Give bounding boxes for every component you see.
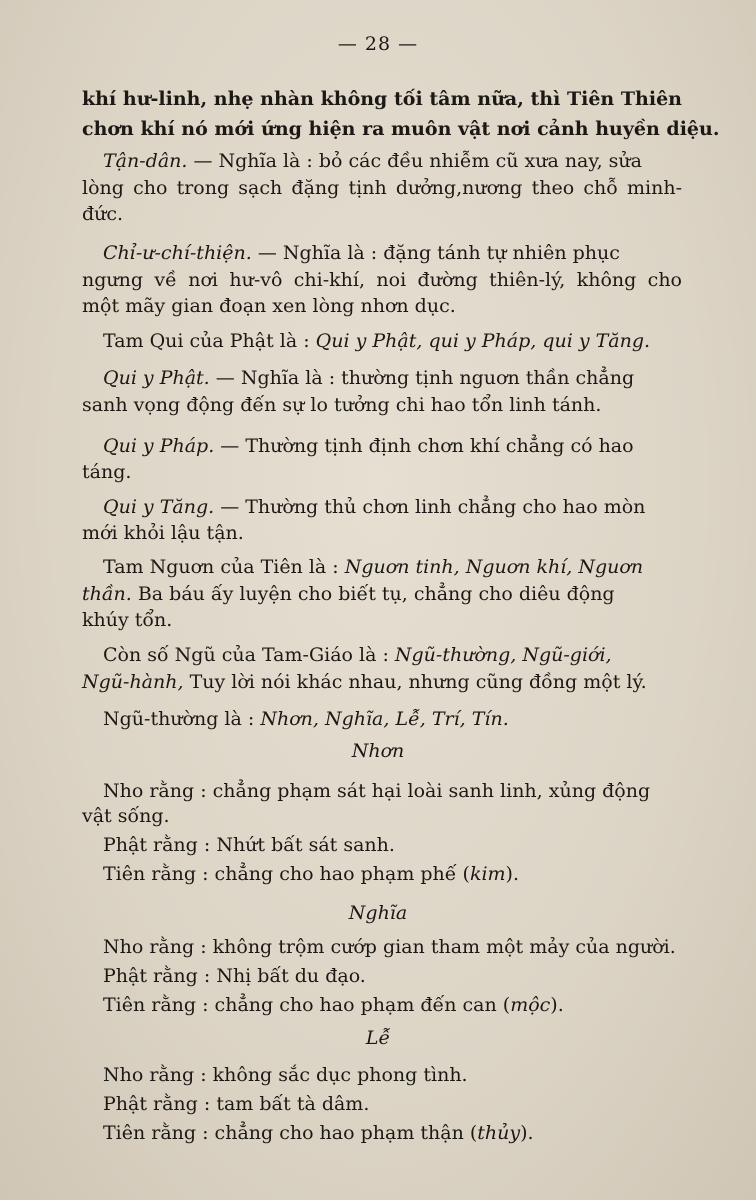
term-qui-y-phat: Qui y Phật.	[103, 367, 210, 389]
heading-nghia: Nghĩa	[348, 902, 408, 924]
term-qui-y-phap: Qui y Pháp.	[103, 435, 215, 457]
paragraph-qui-y-phap-line-1: Qui y Pháp. — Thường tịnh định chơn khí chẳng có hao	[103, 435, 634, 457]
paragraph-tan-dan-line-2: lòng cho trong sạch đặng tịnh dưởng,nương theo chỗ minh-	[82, 177, 682, 199]
paragraph-tam-nguon-line-3: khúy tổn.	[82, 609, 173, 631]
heading-nhon: Nhơn	[351, 740, 405, 762]
le-nho: Nho rằng : không sắc dục phong tình.	[103, 1064, 468, 1086]
paragraph-tan-dan-line-3: đức.	[82, 203, 124, 225]
le-phat: Phật rằng : tam bất tà dâm.	[103, 1093, 370, 1115]
paragraph-1-line-2: chơn khí nó mới ứng hiện ra muôn vật nơi cảnh huyền diệu.	[82, 118, 720, 140]
term-tan-dan: Tận-dân.	[103, 150, 188, 172]
paragraph-tan-dan-line-1: Tận-dân. — Nghĩa là : bỏ các đều nhiễm cũ xưa nay, sửa	[103, 150, 642, 172]
paragraph-qui-y-phap-line-2: táng.	[82, 461, 132, 483]
nghia-phat: Phật rằng : Nhị bất du đạo.	[103, 965, 366, 987]
nghia-tien: Tiên rằng : chẳng cho hao phạm đến can (mộc).	[103, 994, 564, 1016]
paragraph-1-line-1: khí hư-linh, nhẹ nhàn không tối tâm nữa, thì Tiên Thiên	[82, 88, 682, 110]
paragraph-chi-u-line-2: ngưng về nơi hư-vô chi-khí, noi đường thiên-lý, không cho	[82, 269, 682, 291]
nghia-nho: Nho rằng : không trộm cướp gian tham một mảy của người.	[103, 936, 676, 958]
heading-le: Lễ	[365, 1027, 391, 1049]
paragraph-tam-nguon-line-2: thần. Ba báu ấy luyện cho biết tụ, chẳng cho diêu động	[82, 583, 615, 605]
term-qui-y-tang: Qui y Tăng.	[103, 496, 215, 518]
le-tien: Tiên rằng : chẳng cho hao phạm thận (thủy).	[103, 1122, 534, 1144]
nhon-tien: Tiên rằng : chẳng cho hao phạm phế (kim).	[103, 863, 519, 885]
paragraph-ngu-thuong: Ngũ-thường là : Nhơn, Nghĩa, Lễ, Trí, Tín.	[103, 708, 509, 730]
page-number: — 28 —	[337, 33, 419, 55]
paragraph-chi-u-line-3: một mãy gian đoạn xen lòng nhơn dục.	[82, 295, 456, 317]
paragraph-chi-u-line-1: Chỉ-ư-chí-thiện. — Nghĩa là : đặng tánh tự nhiên phục	[103, 242, 620, 264]
paragraph-qui-y-phat-line-2: sanh vọng động đến sự lo tưởng chi hao tổn linh tánh.	[82, 394, 602, 416]
paragraph-tam-nguon-line-1: Tam Nguơn của Tiên là : Nguơn tinh, Nguơn khí, Nguơn	[103, 556, 644, 578]
paragraph-tam-qui: Tam Qui của Phật là : Qui y Phật, qui y Pháp, qui y Tăng.	[103, 330, 651, 352]
paragraph-qui-y-tang-line-2: mới khỏi lậu tận.	[82, 522, 244, 544]
term-chi-u-chi-thien: Chỉ-ư-chí-thiện.	[103, 242, 252, 264]
nhon-nho-line-1: Nho rằng : chẳng phạm sát hại loài sanh linh, xủng động	[103, 780, 651, 802]
paragraph-qui-y-phat-line-1: Qui y Phật. — Nghĩa là : thường tịnh nguơn thần chẳng	[103, 367, 635, 389]
nhon-nho-line-2: vật sống.	[82, 805, 170, 827]
paragraph-qui-y-tang-line-1: Qui y Tăng. — Thường thủ chơn linh chẳng cho hao mòn	[103, 496, 646, 518]
paragraph-so-ngu-line-2: Ngũ-hành, Tuy lời nói khác nhau, nhưng cũng đồng một lý.	[82, 671, 647, 693]
nhon-phat: Phật rằng : Nhứt bất sát sanh.	[103, 834, 395, 856]
paragraph-so-ngu-line-1: Còn số Ngũ của Tam-Giáo là : Ngũ-thường, Ngũ-giới,	[103, 644, 612, 666]
